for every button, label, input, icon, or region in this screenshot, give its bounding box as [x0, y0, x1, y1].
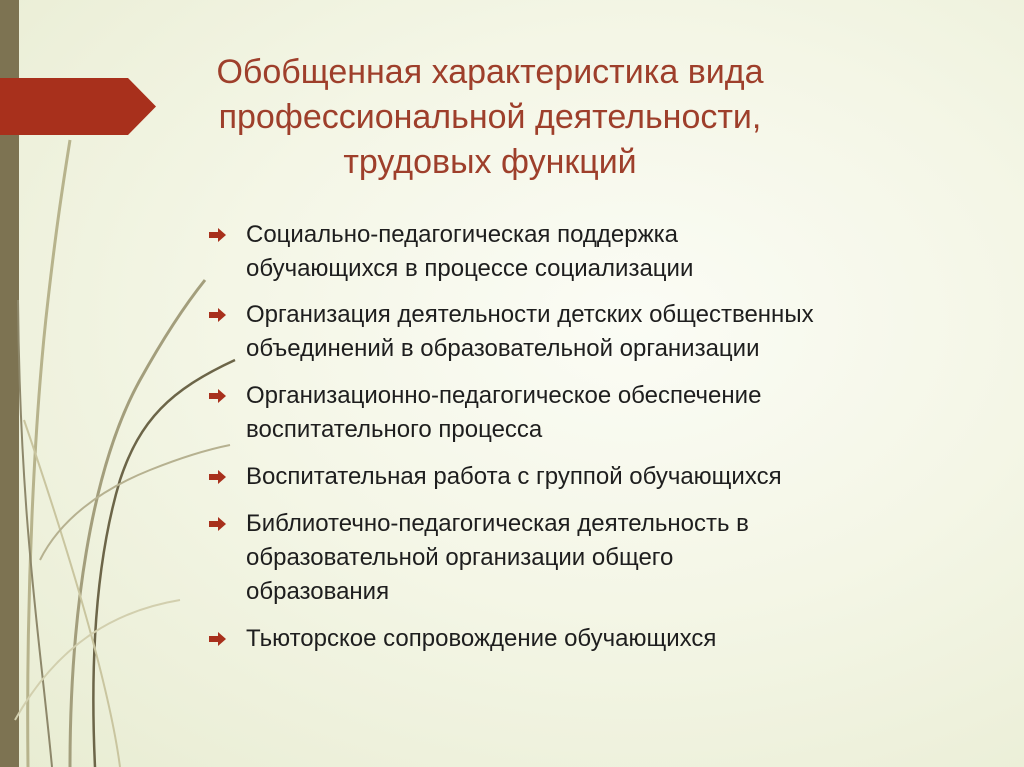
arrow-right-icon [209, 308, 226, 322]
bullet-text [246, 379, 999, 447]
bullet-line: Организационно-педагогическое обеспечение [246, 382, 762, 409]
bullet-item [209, 460, 999, 494]
arrow-right-icon [209, 517, 226, 531]
title-line-1: Обобщенная характеристика вида [216, 53, 764, 91]
arrow-right-icon [209, 470, 226, 484]
bullet-item [209, 507, 999, 609]
bullet-text [246, 218, 999, 286]
bullet-line: образовательной организации общего [246, 544, 674, 571]
bullet-text [246, 460, 999, 494]
bullet-line: Библиотечно-педагогическая деятельность в [246, 510, 749, 537]
bullet-line: объединений в образовательной организации [246, 335, 760, 362]
bullet-line: обучающихся в процессе социализации [246, 255, 694, 282]
bullet-line: Воспитательная работа с группой обучающихся [246, 463, 782, 490]
bullet-line: Организация деятельности детских общественных [246, 301, 814, 328]
title-line-2: профессиональной деятельности, [218, 98, 762, 136]
arrow-right-icon [209, 632, 226, 646]
bullet-item [209, 379, 999, 447]
bullet-line: Тьюторское сопровождение обучающихся [246, 625, 717, 652]
slide-title [190, 50, 790, 185]
bullet-text [246, 298, 999, 366]
bullet-item [209, 298, 999, 366]
bullet-text [246, 622, 999, 656]
arrow-right-icon [209, 228, 226, 242]
bullet-line: Социально-педагогическая поддержка [246, 221, 679, 248]
bullet-line: образования [246, 578, 390, 605]
bullet-list [209, 218, 999, 656]
bullet-item [209, 622, 999, 656]
bullet-line: воспитательного процесса [246, 416, 543, 443]
arrow-banner-decoration [0, 78, 156, 135]
title-line-3: трудовых функций [343, 143, 637, 181]
arrow-right-icon [209, 389, 226, 403]
bullet-item [209, 218, 999, 286]
bullet-text [246, 507, 999, 609]
